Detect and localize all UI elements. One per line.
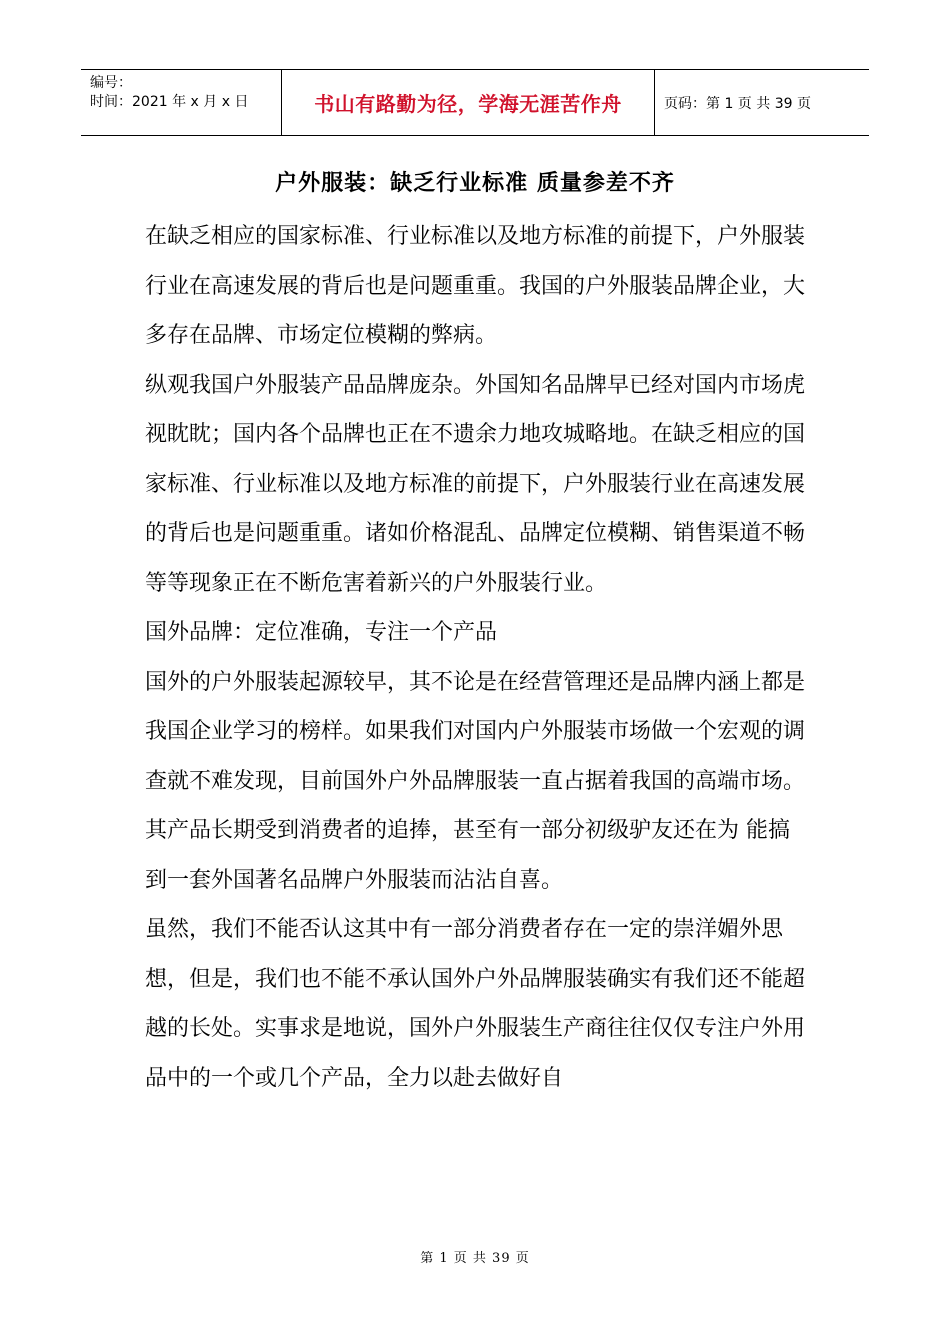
document-date-label: 时间：2021 年 x 月 x 日 xyxy=(90,94,249,110)
paragraph: 国外的户外服装起源较早，其不论是在经营管理还是品牌内涵上都是我国企业学习的榜样。如果我们对国内户外服装市场做一个宏观的调查就不难发现，目前国外户外品牌服装一直占据着我国的高端市场。其产品长期受到消费者的追捧，甚至有一部分初级驴友还在为 能搞到一套外国著名品牌户外服装而沾沾自喜。 xyxy=(145,669,806,893)
page-footer: 第 1 页 共 39 页 xyxy=(420,1251,530,1266)
paragraph: 在缺乏相应的国家标准、行业标准以及地方标准的前提下，户外服装行业在高速发展的背后也是问题重重。我国的户外服装品牌企业，大多存在品牌、市场定位模糊的弊病。 xyxy=(145,224,806,348)
section-heading: 国外品牌：定位准确，专注一个产品 xyxy=(145,620,498,645)
header-motto-cell xyxy=(282,70,655,135)
header-meta-cell xyxy=(81,70,282,135)
document-header-table xyxy=(81,69,869,136)
document-body xyxy=(145,212,805,1103)
header-page-cell xyxy=(655,70,869,135)
paragraph: 虽然，我们不能否认这其中有一部分消费者存在一定的崇洋媚外思想，但是，我们也不能不承认国外户外品牌服装确实有我们还不能超越的长处。实事求是地说，国外户外服装生产商往往仅仅专注户外用品中的一个或几个产品，全力以赴去做好自 xyxy=(145,917,806,1091)
document-title: 户外服装：缺乏行业标准 质量参差不齐 xyxy=(275,171,675,196)
header-page-info: 页码：第 1 页 共 39 页 xyxy=(664,95,811,112)
paragraph: 纵观我国户外服装产品品牌庞杂。外国知名品牌早已经对国内市场虎视眈眈；国内各个品牌也正在不遗余力地攻城略地。在缺乏相应的国家标准、行业标准以及地方标准的前提下，户外服装行业在高速发展的背后也是问题重重。诸如价格混乱、品牌定位模糊、销售渠道不畅等等现象正在不断危害着新兴的户外服装行业。 xyxy=(145,372,806,596)
header-motto: 书山有路勤为径，学海无涯苦作舟 xyxy=(314,92,622,116)
document-number-label: 编号： xyxy=(90,75,132,91)
